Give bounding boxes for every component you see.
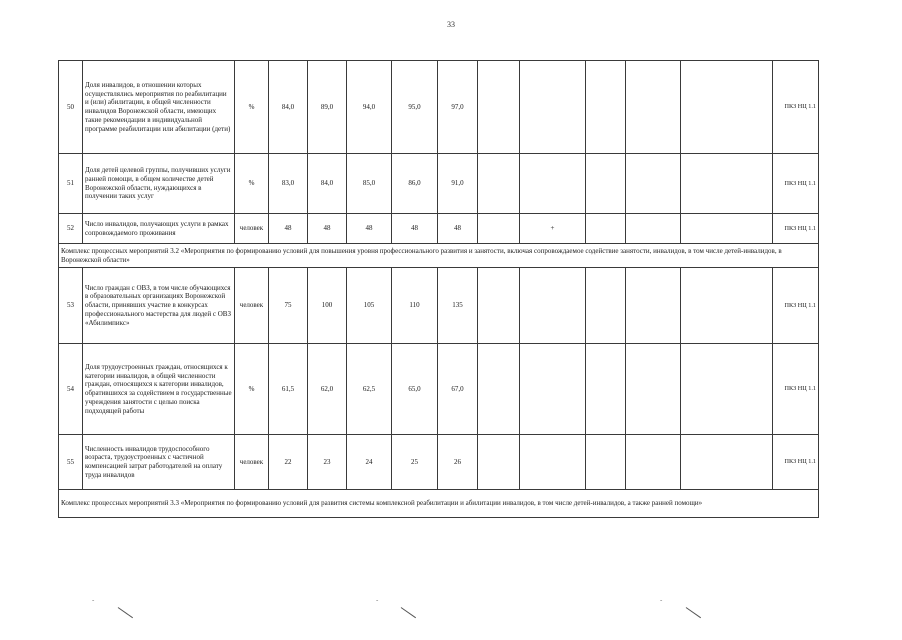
program-code: ПКЗ НЦ 1.1 — [773, 268, 819, 344]
value-cell: 62,5 — [347, 344, 392, 435]
value-cell: 26 — [438, 435, 478, 490]
section-title: Комплекс процессных мероприятий 3.3 «Мероприятия по формированию условий для развития системы комплексной реабилитации и абилитации инвалидов, в том числе детей-инвалидов, а также ранней помощи» — [59, 490, 819, 518]
empty-cell — [626, 154, 681, 214]
value-cell: 67,0 — [438, 344, 478, 435]
value-cell: 65,0 — [392, 344, 438, 435]
value-cell: 105 — [347, 268, 392, 344]
table-row — [59, 61, 819, 154]
indicator-name: Число граждан с ОВЗ, в том числе обучающихся в образовательных организациях Воронежской области, принявших участие в конкурсах профессионального мастерства для людей с ОВЗ «Абилимпикс» — [83, 268, 235, 344]
indicator-name: Численность инвалидов трудоспособного возраста, трудоустроенных с частичной компенсацией затрат работодателей на оплату труда инвалидов — [83, 435, 235, 490]
page-number: 33 — [447, 20, 455, 29]
value-cell: 94,0 — [347, 61, 392, 154]
empty-cell — [586, 154, 626, 214]
table-row — [59, 268, 819, 344]
value-cell: 86,0 — [392, 154, 438, 214]
empty-cell — [478, 268, 520, 344]
empty-cell — [626, 344, 681, 435]
unit-cell: % — [235, 344, 269, 435]
empty-cell — [681, 344, 773, 435]
value-cell: 95,0 — [392, 61, 438, 154]
table-row — [59, 154, 819, 214]
program-code: ПКЗ НЦ 1.1 — [773, 61, 819, 154]
value-cell: 61,5 — [269, 344, 308, 435]
value-cell: 23 — [308, 435, 347, 490]
value-cell: 62,0 — [308, 344, 347, 435]
empty-cell — [586, 214, 626, 244]
section-row — [59, 244, 819, 268]
empty-cell — [586, 344, 626, 435]
empty-cell — [626, 61, 681, 154]
value-cell: 91,0 — [438, 154, 478, 214]
indicators-table — [58, 60, 819, 518]
value-cell: 75 — [269, 268, 308, 344]
indicator-name: Доля трудоустроенных граждан, относящихся к категории инвалидов, в общей численности граждан, относящихся к категории инвалидов, обратившихся за содействием в государственные учреждения занятости с целью поиска подходящей работы — [83, 344, 235, 435]
indicator-name: Число инвалидов, получающих услуги в рамках сопровождаемого проживания — [83, 214, 235, 244]
program-code: ПКЗ НЦ 1.1 — [773, 435, 819, 490]
table-row — [59, 214, 819, 244]
table-row — [59, 344, 819, 435]
empty-cell — [681, 61, 773, 154]
indicator-name: Доля инвалидов, в отношении которых осуществлялись мероприятия по реабилитации и (или) абилитации, в общей численности инвалидов Воронежской области, имеющих такие рекомендации в индивидуальной программе реабилитации или абилитации (дети) — [83, 61, 235, 154]
value-cell: 24 — [347, 435, 392, 490]
signature-stroke — [118, 607, 133, 618]
value-cell: 48 — [269, 214, 308, 244]
row-number: 54 — [59, 344, 83, 435]
empty-cell — [478, 214, 520, 244]
empty-cell — [478, 435, 520, 490]
empty-cell — [626, 214, 681, 244]
row-number: 53 — [59, 268, 83, 344]
unit-cell: человек — [235, 214, 269, 244]
value-cell: 83,0 — [269, 154, 308, 214]
value-cell: 22 — [269, 435, 308, 490]
program-code: ПКЗ НЦ 1.1 — [773, 344, 819, 435]
value-cell: 84,0 — [308, 154, 347, 214]
value-cell: 97,0 — [438, 61, 478, 154]
value-cell: 135 — [438, 268, 478, 344]
value-cell: 48 — [438, 214, 478, 244]
row-number: 52 — [59, 214, 83, 244]
program-code: ПКЗ НЦ 1.1 — [773, 154, 819, 214]
value-cell: 85,0 — [347, 154, 392, 214]
indicator-name: Доля детей целевой группы, получивших услуги ранней помощи, в общем количестве детей Воронежской области, нуждающихся в получении таких услуг — [83, 154, 235, 214]
mark-cell: + — [520, 214, 586, 244]
empty-cell — [626, 268, 681, 344]
section-title: Комплекс процессных мероприятий 3.2 «Мероприятия по формированию условий для повышения уровня профессионального развития и занятости, включая сопровождаемое содействие занятости, инвалидов, в том числе детей-инвалидов, в Воронежской области» — [59, 244, 819, 268]
empty-cell — [478, 344, 520, 435]
empty-cell — [681, 214, 773, 244]
empty-cell — [520, 344, 586, 435]
value-cell: 25 — [392, 435, 438, 490]
unit-cell: человек — [235, 435, 269, 490]
unit-cell: % — [235, 61, 269, 154]
value-cell: 48 — [308, 214, 347, 244]
empty-cell — [520, 61, 586, 154]
row-number: 50 — [59, 61, 83, 154]
scan-mark: - — [660, 596, 663, 604]
empty-cell — [681, 435, 773, 490]
empty-cell — [681, 154, 773, 214]
scan-mark: - — [376, 596, 379, 604]
empty-cell — [681, 268, 773, 344]
unit-cell: % — [235, 154, 269, 214]
section-row — [59, 490, 819, 518]
value-cell: 100 — [308, 268, 347, 344]
empty-cell — [520, 435, 586, 490]
value-cell: 89,0 — [308, 61, 347, 154]
empty-cell — [586, 435, 626, 490]
value-cell: 48 — [347, 214, 392, 244]
empty-cell — [478, 154, 520, 214]
unit-cell: человек — [235, 268, 269, 344]
program-code: ПКЗ НЦ 1.1 — [773, 214, 819, 244]
empty-cell — [626, 435, 681, 490]
value-cell: 48 — [392, 214, 438, 244]
empty-cell — [520, 268, 586, 344]
value-cell: 110 — [392, 268, 438, 344]
empty-cell — [478, 61, 520, 154]
signature-stroke — [401, 607, 416, 618]
signature-stroke — [686, 607, 701, 618]
empty-cell — [586, 268, 626, 344]
value-cell: 84,0 — [269, 61, 308, 154]
empty-cell — [586, 61, 626, 154]
row-number: 55 — [59, 435, 83, 490]
table-row — [59, 435, 819, 490]
scan-mark: - — [92, 596, 95, 604]
row-number: 51 — [59, 154, 83, 214]
empty-cell — [520, 154, 586, 214]
